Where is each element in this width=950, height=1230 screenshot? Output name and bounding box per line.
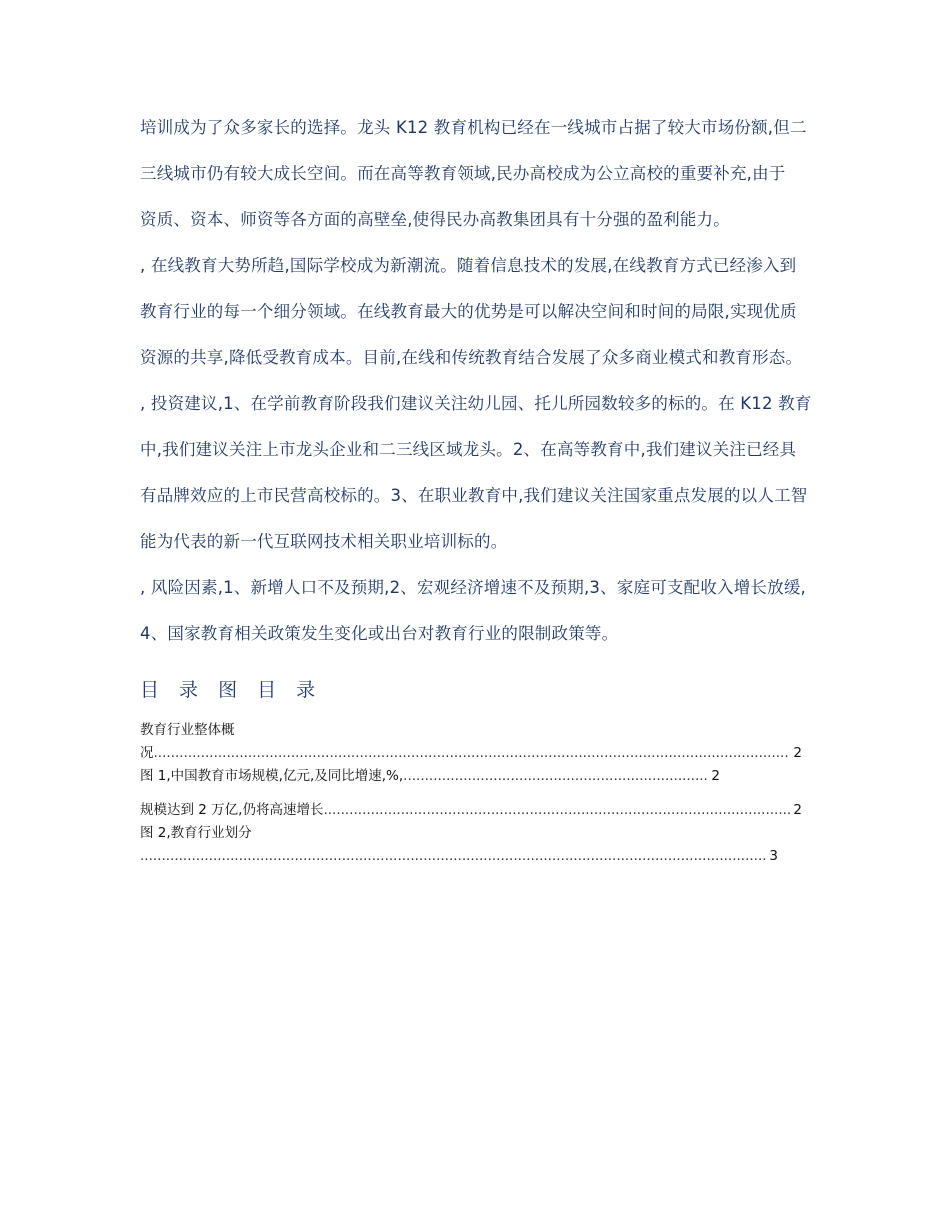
toc-entry-title: 图 2,教育行业划分 bbox=[140, 825, 252, 841]
toc-entry-line bbox=[140, 845, 778, 868]
toc-dot-leader bbox=[323, 799, 790, 822]
body-paragraph: , 在线教育大势所趋,国际学校成为新潮流。随着信息技术的发展,在线教育方式已经渗入到 bbox=[140, 256, 797, 275]
toc-page-number: 2 bbox=[793, 802, 802, 818]
page-content bbox=[140, 114, 812, 868]
toc-dot-leader bbox=[154, 742, 791, 765]
toc-entry[interactable] bbox=[140, 765, 812, 788]
toc-page-number: 2 bbox=[793, 745, 802, 761]
body-paragraph: 资源的共享,降低受教育成本。目前,在线和传统教育结合发展了众多商业模式和教育形态。 bbox=[140, 348, 803, 367]
body-paragraph: 4、国家教育相关政策发生变化或出台对教育行业的限制政策等。 bbox=[140, 624, 619, 643]
toc-dot-leader bbox=[140, 845, 766, 868]
toc-entry[interactable] bbox=[140, 822, 812, 868]
body-paragraph: 资质、资本、师资等各方面的高壁垒,使得民办高教集团具有十分强的盈利能力。 bbox=[140, 210, 730, 229]
toc-entry-text: 图 1,中国教育市场规模,亿元,及同比增速,%, bbox=[140, 768, 404, 784]
toc-entry-title: 教育行业整体概 bbox=[140, 722, 235, 738]
body-paragraph: 培训成为了众多家长的选择。龙头 K12 教育机构已经在一线城市占据了较大市场份额,但二 bbox=[140, 118, 807, 137]
toc-dot-leader bbox=[403, 765, 708, 788]
toc-entry-line bbox=[140, 765, 720, 788]
body-paragraph: , 风险因素,1、新增人口不及预期,2、宏观经济增速不及预期,3、家庭可支配收入增长放缓, bbox=[140, 578, 806, 597]
toc-entry-text: 况 bbox=[140, 745, 154, 761]
toc-entry[interactable] bbox=[140, 719, 812, 765]
body-paragraph: 三线城市仍有较大成长空间。而在高等教育领域,民办高校成为公立高校的重要补充,由于 bbox=[140, 164, 786, 183]
toc-entry-text: 规模达到 2 万亿,仍将高速增长 bbox=[140, 802, 324, 818]
toc-entry[interactable] bbox=[140, 799, 812, 822]
toc-entry-line bbox=[140, 742, 802, 765]
toc-page-number: 3 bbox=[769, 848, 778, 864]
body-paragraph: 教育行业的每一个细分领域。在线教育最大的优势是可以解决空间和时间的局限,实现优质 bbox=[140, 302, 797, 321]
body-paragraph: , 投资建议,1、在学前教育阶段我们建议关注幼儿园、托儿所园数较多的标的。在 K12 教育 bbox=[140, 394, 812, 413]
toc-entry-line bbox=[140, 799, 802, 822]
body-paragraph: 能为代表的新一代互联网技术相关职业培训标的。 bbox=[140, 532, 508, 551]
body-paragraph: 有品牌效应的上市民营高校标的。3、在职业教育中,我们建议关注国家重点发展的以人工智 bbox=[140, 486, 808, 505]
table-of-contents bbox=[140, 719, 812, 868]
toc-heading: 目 录 图 目 录 bbox=[140, 679, 323, 701]
toc-page-number: 2 bbox=[711, 768, 720, 784]
body-paragraph: 中,我们建议关注上市龙头企业和二三线区域龙头。2、在高等教育中,我们建议关注已经具 bbox=[140, 440, 797, 459]
